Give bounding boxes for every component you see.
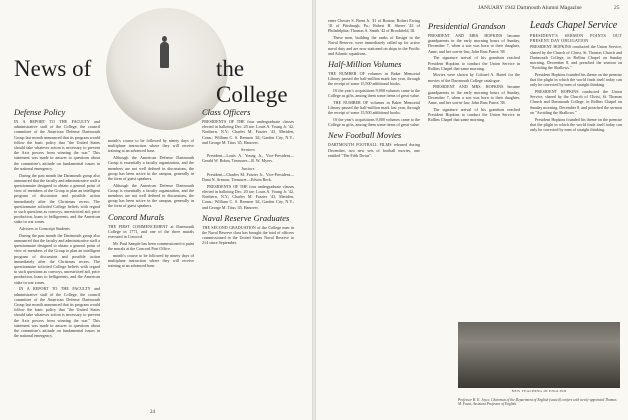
paragraph: These men, building the ranks of Ensign in the Naval Reserve, were immediately called up for active naval duty and are now stationed on ships in the Pacific and Atlantic squadrons. [328,35,420,56]
paragraph: IN A REPORT TO THE FACULTY and administrative staff of the College, the council committee of the American Defense Dartmouth Group last month announced that its program would follow the basic policy that "the United States should take whatever action is necessary to prevent the Axis powers from winning the war." This statement was made in answer to questions about the committee's attitude on fundamental issues in the national emergency. [14,286,100,339]
masthead-the-college: the College [216,56,288,107]
left-column-1 [14,104,100,340]
heading-concord-murals: Concord Murals [108,211,165,222]
paragraph: President—Louis A. Young Jr., Vice-President—Gerald W. Bohm, Treasurer—R. W. Myers. [202,153,294,164]
page-number: 24 [150,410,155,415]
paragraph: The signature arrival of his grandson reached President Hopkins to conduct the Union Service in Rollins Chapel that same morning. [428,55,520,71]
paragraph: During the past month the Dartmouth group also announced that the faculty and administrative staff a questionnaire designed to obtain a general point of view of members of the Group to plan an intelligent program of discussion and possible action immediately after the Christmas recess. The questionnaire solicited College beliefs with regard to such questions as convoys, unrestricted aid, price production, loans to belligerents, and the American stake in war zones. [14,172,100,225]
paragraph: President Hopkins founded his theme on the premise that the plight in which the world finds itself today can only be corrected by men of straight thinking. [530,116,622,132]
paragraph: THE FIRST COMMENCEMENT at Dartmouth College in 1771, and one of the three murals executed in Concord. [108,223,194,240]
paragraph: President—Charles M. Frazier Jr., Vice-President—Dana N. Armour, Treasurer—Edwin Beck. [202,171,294,183]
subheading-juniors: Juniors [241,165,255,171]
english-faculty-photo [458,322,620,388]
paragraph: Of the year's acquisitions 9,000 volumes came to the College as gifts, among them some items of great value. [328,117,420,128]
paragraph: During the past month the Dartmouth group also announced that the faculty and administrative staff a questionnaire designed to obtain a general point of view of members of the Group to plan an intelligent program of discussion and possible action immediately after the Christmas recess. The questionnaire solicited College beliefs with regard to such questions as convoys, unrestricted aid, price production, loans to belligerents, and the American stake in war zones. [14,232,100,285]
paragraph: PRESIDENTS OF THE four undergraduate classes elected in balloting Dec. 20 are: Louis A. Young Jr. '42, Northern, N.Y.; Charles M. Frazier '43, Meriden, Conn.; William C. S. Remsen '44, Garden City, N.Y.; and George M. Titus '45, Hanover. [202,183,294,210]
paragraph: Although the American Defense Dartmouth Group is essentially a faculty organization, and the members are not well defined in discussions, the group has been active in the campus, generally in the form of guest speakers. [108,182,194,209]
photo-title: NEW TEACHING IN ENGLISH [511,389,567,393]
right-column-1 [328,18,420,160]
subheading-seniors: Seniors [241,147,255,153]
heading-half-million: Half-Million Volumes [328,58,402,69]
left-page [0,0,310,420]
paragraph: President Hopkins founded his theme on the premise that the plight in which the world finds itself today can only be corrected by men of straight thinking. [530,71,622,88]
heading-new-football-movies: New Football Movies [328,130,402,141]
paragraph: IN A REPORT TO THE FACULTY and administrative staff of the College, the council committee of the American Defense Dartmouth Group last month announced that its program would follow the basic policy that "the United States should take whatever action is necessary to prevent the Axis powers from winning the war." This statement was made in answer to questions about the committee's attitude on fundamental issues in the national emergency. [14,119,100,171]
paragraph: THE NUMBER OF volumes in Baker Memorial Library passed the half-million mark last year, through the receipt of some 15,500 additional books. [328,70,420,87]
running-head: JANUARY 1942 Dartmouth Alumni Magazine [478,5,582,11]
heading-defense-policy: Defense Policy [14,107,66,117]
left-column-3 [202,104,294,247]
paragraph: month's course to be followed by ninety days of multiplane instruction where they will receive training at an advanced base. [108,138,194,154]
heading-presidential-grandson: Presidential Grandson [428,21,506,31]
paragraph: PRESIDENT HOPKINS conducted the Union Service, shared by the Church of Christ, St. Thomas Church and Dartmouth College, in Rollins Chapel on Sunday morning, December 8, and preached the sermon on "Avoiding the Shallows." [530,44,622,71]
heading-naval-reserve: Naval Reserve Graduates [202,212,290,223]
page-gutter [312,0,316,420]
photo-caption: Professor H. E. Joyce, Chairman of the Department of English (seated) confers with newly-appointed Thomas M. Faust, Assistant Professor of English. [458,398,617,407]
paragraph: THE NUMBER OF volumes in Baker Memorial Library passed the half-million mark last year, through the receipt of some 15,500 additional books. [328,99,420,116]
statue-figure [160,42,169,68]
subheading-sermon: PRESIDENT'S SERMON POINTS OUT PRESENT DAY OBLIGATION [530,33,622,44]
paragraph: Of the year's acquisitions 9,000 volumes came to the College as gifts, among them some items of great value. [328,88,420,99]
paragraph: PRESIDENT AND MRS. HOPKINS became grandparents in the early morning hours of Sunday, December 7, when a son was born to their daughter, Anne, and her son-in-law, John Rust Parrot '38. [428,84,520,105]
paragraph: Although the American Defense Dartmouth Group is essentially a faculty organization, and the members are not well defined in discussions, the group has been active in the campus, generally in the form of guest speakers. [108,155,194,181]
paragraph: PRESIDENT HOPKINS conducted the Union Service, shared by the Church of Christ, St. Thomas Church and Dartmouth College, in Rollins Chapel on Sunday morning, December 8, and preached the sermon on "Avoiding the Shallows." [530,89,622,115]
paragraph: month's course to be followed by ninety days of multiplane instruction where they will receive training at an advanced base. [108,252,194,269]
masthead-news-of: News of [14,56,92,81]
left-column-2 [108,138,194,270]
paragraph: DARTMOUTH FOOTBALL FILMS released during December, two new sets of football movies, one entitled "The Fifth Down". [328,142,420,158]
paragraph: Movies were shown by Colonel A. Bartel for the movies of the Dartmouth College catalogue. [428,72,520,83]
right-column-2 [428,18,520,124]
paragraph: enter Chester S. Brent Jr. '41 of Boston; Robert Ewing '41 of Pittsburgh, Pa.; Robert H. Sherer '42 of Philadelphia; Thomas A. Smith '42 of Brookfield, Ill. [328,18,420,34]
page-number: 25 [614,5,620,11]
paragraph: PRESIDENTS OF THE four undergraduate classes elected in balloting Dec. 20 are: Louis A. Young Jr. '42, Northern, N.Y.; Charles M. Frazier '43, Meriden, Conn.; William C. S. Remsen '44, Garden City, N.Y.; and George M. Titus '45, Hanover. [202,119,294,145]
right-column-3 [530,18,622,134]
heading-class-officers: Class Officers [202,107,251,117]
paragraph: Mr. Paul Sample has been commissioned to paint the murals at the Concord Post Office. [108,240,194,251]
paragraph: Advisers to Conscript Students [19,226,70,232]
heading-leads-chapel: Leads Chapel Service [530,20,618,31]
paragraph: THE SECOND GRADUATION of the College men in the Naval Reserve class has brought the total of officers commissioned in the United States Naval Reserve to 214 since September. [202,224,294,246]
paragraph: PRESIDENT AND MRS. HOPKINS became grandparents in the early morning hours of Sunday, December 7, when a son was born to their daughter, Anne, and her son-in-law, John Rust Parrot '38. [428,33,520,54]
paragraph: The signature arrival of his grandson reached President Hopkins to conduct the Union Service in Rollins Chapel that same morning. [428,106,520,123]
